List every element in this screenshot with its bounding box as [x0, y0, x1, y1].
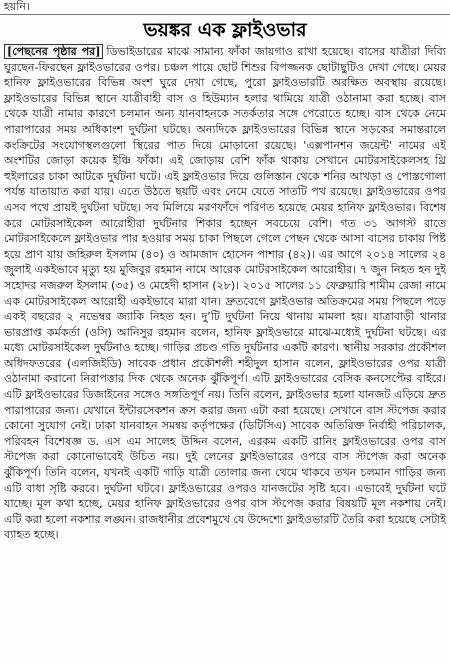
previous-article-fragment: হয়নি।: [4, 0, 30, 13]
continued-from-label: [পেছনের পৃষ্ঠার পর]: [4, 44, 103, 59]
article-paragraph: ডিভাইডারের মাঝে সামান্য ফাঁকা জায়গাও রাখা হয়েছে। বাসের যাত্রীরা দিব্যি ঘুরছেন-ফিরছেন ফ্লাইওভারের ওপর। চঞ্চল পায়ে ছোট শিশুর বিপজ্জনক ছোটাছুটিও দেখা গেছে। মেয়র হানিফ ফ্লাইওভারের বিভিন্ন অংশ ঘুরে দেখা গেছে, পুরো ফ্লাইওভারটি অরক্ষিত অবস্থায় রয়েছে। ফ্লাইওভারের বিভিন্ন স্থানে যাত্রীবাহী বাস ও হিউম্যান হলার থামিয়ে যাত্রী ওঠানামা করা হচ্ছে। বাস থেকে যাত্রী নামার কারণে চলমান অন্য যানবাহনকে সতর্কতার সঙ্গে পেরোতে হচ্ছে। বাস থেকে নেমে পারাপারের সময় অধিকাংশ দুর্ঘটনা ঘটছে। অন্যদিকে ফ্লাইওভারের বিভিন্ন স্থানে সড়কের সমান্তরালে কংক্রিটের সংযোগস্থলগুলো স্থিরের পাত দিয়ে মোড়ানো রয়েছে। 'এক্সপানশন জয়েন্ট' নামের এই অংশটির জোড়া কয়েক ইঞ্চি ফাঁকা। এই জোড়ায় বেশি ফাঁক থাকায় সেখানে মোটরসাইকেলসহ থ্রি হুইলারের চাকা আটকে দুর্ঘটনা ঘটে। এই ফ্লাইওভার দিয়ে গুলিস্তান থেকে শনির আখড়া ও পোস্তগোলা পর্যন্ত যাতায়াত করা যায়। এতে উঠতে ছয়টি এবং নেমে যেতে সাতটি পথ রয়েছে। ফ্লাইওভারের ওপর এসব পথে প্রায়ই দুর্ঘটনা ঘটছে। সব মিলিয়ে মরণফাঁদে পরিণত হয়েছে মেয়র হানিফ ফ্লাইওভার। বিশেষ করে মোটরসাইকেল আরোহীরা দুর্ঘটনার শিকার হচ্ছেন সবচেয়ে বেশি। গত ৩১ আগস্ট রাতে মোটরসাইকেলে ফ্লাইওভার পার হওয়ার সময় চাকা পিছলে গেলে পেছন থেকে আসা বাসের চাকায় পিষ্ট হয়ে প্রাণ যায় জহিরুল ইসলাম (৪০) ও আমজাদ হোসেন পাশার (৪২)। এর আগে ২০১৪ সালের ২৪ জুলাই একইভাবে মৃত্যু হয় মুজিবুর রহমান নামে আরেক মোটরসাইকেল আরোহীর। ৭ জুন নিহত হন দুই সহোদর নজরুল ইসলাম (৩৫) ও মেহেদী হাসান (২৮)। ২০১৫ সালের ১১ ফেব্রুয়ারি শামীম রেজা নামে এক মোটরসাইকেল আরোহী একইভাবে মারা যান। দ্রুতবেগে ফ্লাইওভার অতিক্রমের সময় পিছলে পড়ে একই বছরের ২ নভেম্বর জ্যাকি নিহত হন। দু’টি দুর্ঘটনা নিয়ে থানায় মামলা হয়। যাত্রাবাড়ী থানার ভারপ্রাপ্ত কর্মকর্তা (ওসি) আনিসুর রহমান বলেন, হানিফ ফ্লাইওভারে মাঝে-মধ্যেই দুর্ঘটনা ঘটছে। এর মধ্যে মোটরসাইকেল দুর্ঘটনাও হচ্ছে। গাড়ির প্রচণ্ড গতি দুর্ঘটনার একটি কারণ। স্থানীয় সরকার প্রকৌশল অধিদফতরের (এলজিইডি) সাবেক প্রধান প্রকৌশলী শহীদুল হাসান বলেন, ফ্লাইওভারের ওপর যাত্রী ওঠানামা করানো নিরাপত্তার দিক থেকে অনেক ঝুঁকিপূর্ণ। এটি ফ্লাইওভারের বেসিক কনসেপ্টের বাইরে। এটি ফ্লাইওভারের ডিজাইনের সঙ্গেও সঙ্গতিপূর্ণ নয়। তিনি বলেন, ফ্লাইওভার হলো যানজট এড়িয়ে দ্রুত পারাপারের জন্য। যেখানে ইন্টারসেকশন ক্রস করার জন্য এটা করা হয়েছে। সেখানে বাস স্টপেজ করার কোনো সুযোগ নেই। ঢাকা যানবাহন সমন্বয় কর্তৃপক্ষের (ডিটিসিএ) সাবেক অতিরিক্ত নির্বাহী পরিচালক, পরিবহন বিশেষজ্ঞ ড. এস এম সালেহ উদ্দিন বলেন, এরকম একটি রানিং ফ্লাইওভারের ওপর বাস স্টপেজ করা কোনোভাবেই উচিত নয়। দুই লেনের ফ্লাইওভারের ওপরে বাস স্টপেজ করা অনেক ঝুঁকিপূর্ণ। তিনি বলেন, যখনই একটি গাড়ি যাত্রী তোলার জন্য থেমে থাকবে তখন চলমান গাড়ির জন্য এটি বাধা সৃষ্টি করবে। দুর্ঘটনা ঘটবে। ফ্লাইওভারের ওপরও যানজটের সৃষ্টি হবে। এভাবেই দুর্ঘটনা ঘটে যাচ্ছে। মূল কথা হচ্ছে, মেয়র হানিফ ফ্লাইওভারের ওপর বাস স্টপেজ করার বিষয়টি মূল নকশায় নেই। এটি করা হলো নকশার লঙ্ঘন। রাজধানীর প্রবেশমুখে যে উদ্দেশ্যে ফ্লাইওভারটি তৈরি করা হয়েছে সেটাই ব্যাহত হচ্ছে।: [4, 45, 446, 542]
article-divider: [0, 14, 450, 15]
article-body: [4, 44, 446, 664]
headline: ভয়ঙ্কর এক ফ্লাইওভার: [143, 19, 307, 41]
